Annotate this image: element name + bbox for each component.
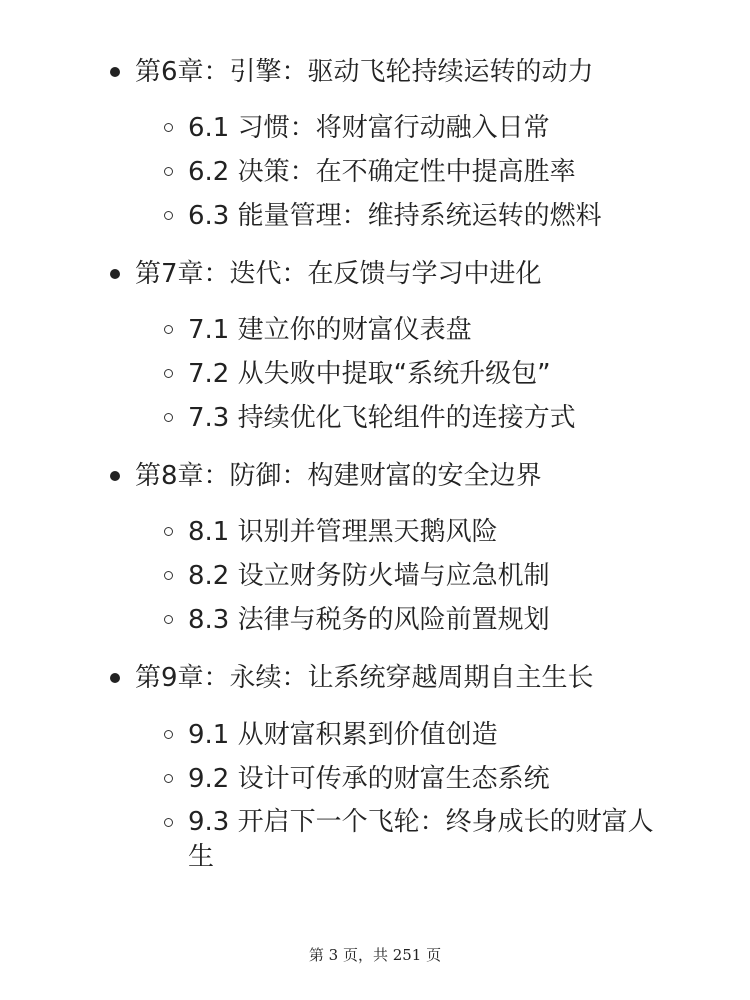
bullet-circle-icon [164,615,173,624]
section-title: 6.1 习惯：将财富行动融入日常 [188,113,550,143]
section-title: 8.2 设立财务防火墙与应急机制 [188,561,550,591]
section-item [0,556,750,596]
section-item [0,310,750,350]
bullet-circle-icon [164,369,173,378]
page-number-footer: 第 3 页，共 251 页 [308,946,442,964]
chapter-item [0,456,750,496]
bullet-circle-icon [164,730,173,739]
bullet-circle-icon [164,325,173,334]
bullet-circle-icon [164,123,173,132]
section-title: 6.3 能量管理：维持系统运转的燃料 [188,201,602,231]
section-item [0,152,750,192]
bullet-disc-icon [110,269,120,279]
section-title: 8.1 识别并管理黑天鹅风险 [188,517,498,547]
bullet-disc-icon [110,471,120,481]
section-title: 7.3 持续优化飞轮组件的连接方式 [188,403,576,433]
section-title: 8.3 法律与税务的风险前置规划 [188,605,550,635]
section-title: 7.1 建立你的财富仪表盘 [188,315,472,345]
section-title: 9.3 开启下一个飞轮：终身成长的财富人生 [188,807,654,872]
bullet-circle-icon [164,167,173,176]
section-item [0,354,750,394]
bullet-circle-icon [164,818,173,827]
section-title: 9.2 设计可传承的财富生态系统 [188,764,550,794]
bullet-circle-icon [164,211,173,220]
section-item [0,600,750,640]
bullet-disc-icon [110,67,120,77]
section-item [0,108,750,148]
chapter-title: 第9章：永续：让系统穿越周期自主生长 [135,663,594,693]
section-title: 7.2 从失败中提取“系统升级包” [188,359,551,389]
bullet-circle-icon [164,774,173,783]
section-item [0,759,750,799]
section-title: 9.1 从财富积累到价值创造 [188,720,498,750]
chapter-title: 第7章：迭代：在反馈与学习中进化 [135,259,542,289]
section-title: 6.2 决策：在不确定性中提高胜率 [188,157,576,187]
chapter-item [0,52,750,92]
section-item [0,803,750,883]
section-item [0,398,750,438]
section-item [0,196,750,236]
chapter-title: 第6章：引擎：驱动飞轮持续运转的动力 [135,57,594,87]
bullet-disc-icon [110,673,120,683]
chapter-item [0,658,750,698]
section-item [0,512,750,552]
bullet-circle-icon [164,571,173,580]
bullet-circle-icon [164,413,173,422]
chapter-title: 第8章：防御：构建财富的安全边界 [135,461,542,491]
bullet-circle-icon [164,527,173,536]
chapter-item [0,254,750,294]
section-item [0,715,750,755]
